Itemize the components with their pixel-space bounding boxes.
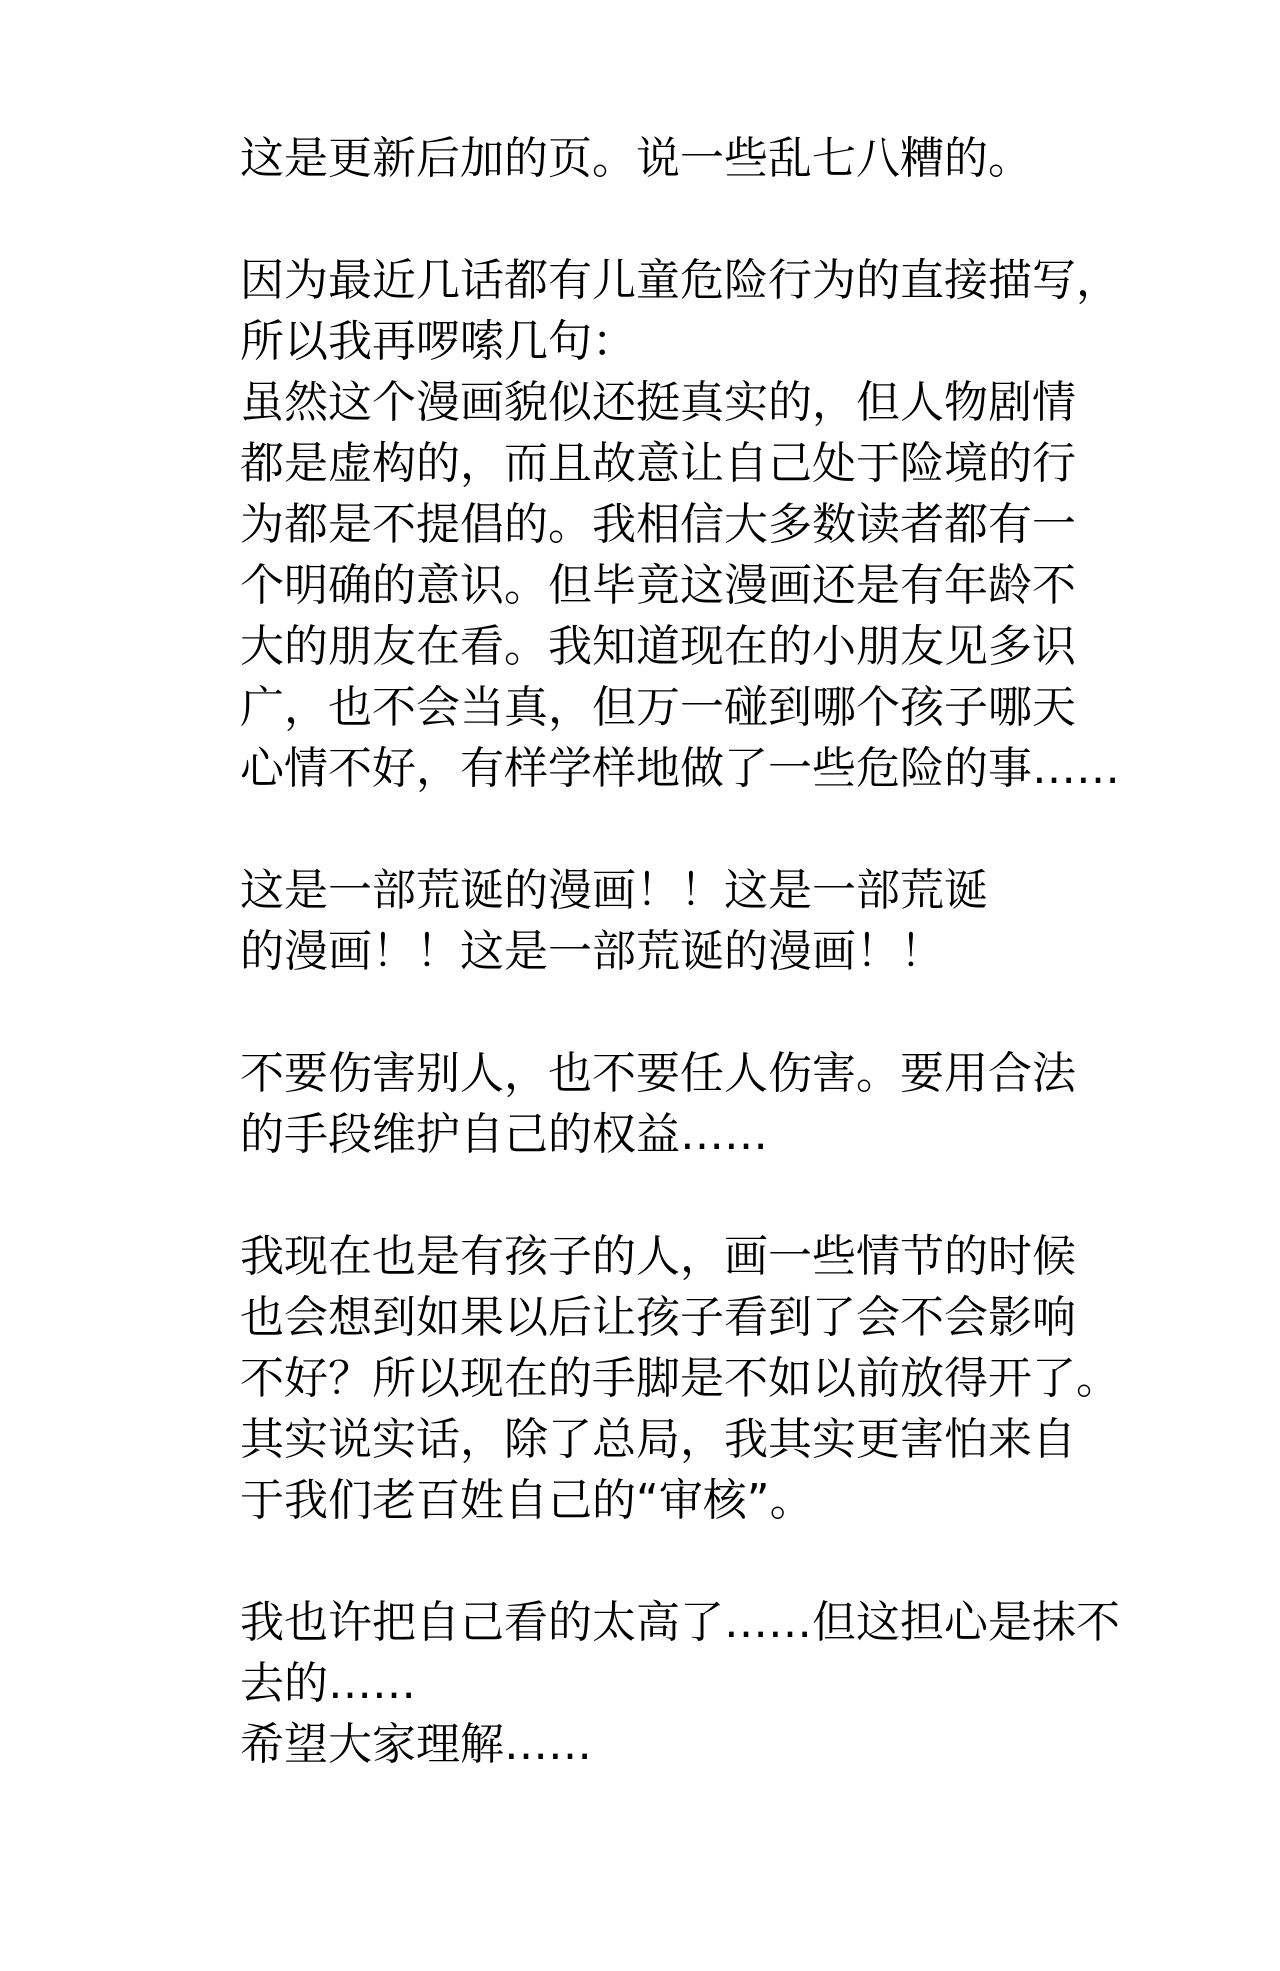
text-line: 个明确的意识。但毕竟这漫画还是有年龄不: [240, 560, 1076, 611]
text-line: 不要伤害别人，也不要任人伤害。要用合法: [240, 1048, 1076, 1099]
text-line: 希望大家理解……: [240, 1719, 592, 1770]
text-line: 这是一部荒诞的漫画！！这是一部荒诞: [240, 865, 988, 916]
text-line: 我也许把自己看的太高了……但这担心是抹不: [240, 1597, 1120, 1648]
text-line: 广，也不会当真，但万一碰到哪个孩子哪天: [240, 682, 1076, 733]
text-line: 我现在也是有孩子的人，画一些情节的时候: [240, 1231, 1076, 1282]
text-line: 因为最近几话都有儿童危险行为的直接描写，: [240, 255, 1120, 306]
note-text-block: [240, 128, 1160, 1775]
text-line: 都是虚构的，而且故意让自己处于险境的行: [240, 438, 1076, 489]
text-line: 的手段维护自己的权益……: [240, 1109, 768, 1160]
text-line: 于我们老百姓自己的“审核”。: [240, 1475, 814, 1526]
paragraph: [240, 1226, 1160, 1531]
text-line: 虽然这个漫画貌似还挺真实的，但人物剧情: [240, 377, 1076, 428]
text-line: 心情不好，有样学样地做了一些危险的事……: [240, 743, 1120, 794]
text-line: 去的……: [240, 1658, 416, 1709]
paragraph: [240, 860, 1160, 982]
text-line: 不好？所以现在的手脚是不如以前放得开了。: [240, 1353, 1120, 1404]
paragraph: [240, 1592, 1160, 1775]
paragraph: [240, 1043, 1160, 1165]
text-line: 也会想到如果以后让孩子看到了会不会影响: [240, 1292, 1076, 1343]
text-line: 所以我再啰嗦几句：: [240, 316, 636, 367]
text-line: 这是更新后加的页。说一些乱七八糟的。: [240, 133, 1032, 184]
text-line: 大的朋友在看。我知道现在的小朋友见多识: [240, 621, 1076, 672]
paragraph: [240, 128, 1160, 189]
text-line: 的漫画！！这是一部荒诞的漫画！！: [240, 926, 944, 977]
paragraph: [240, 250, 1160, 799]
text-line: 其实说实话，除了总局，我其实更害怕来自: [240, 1414, 1076, 1465]
text-line: 为都是不提倡的。我相信大多数读者都有一: [240, 499, 1076, 550]
